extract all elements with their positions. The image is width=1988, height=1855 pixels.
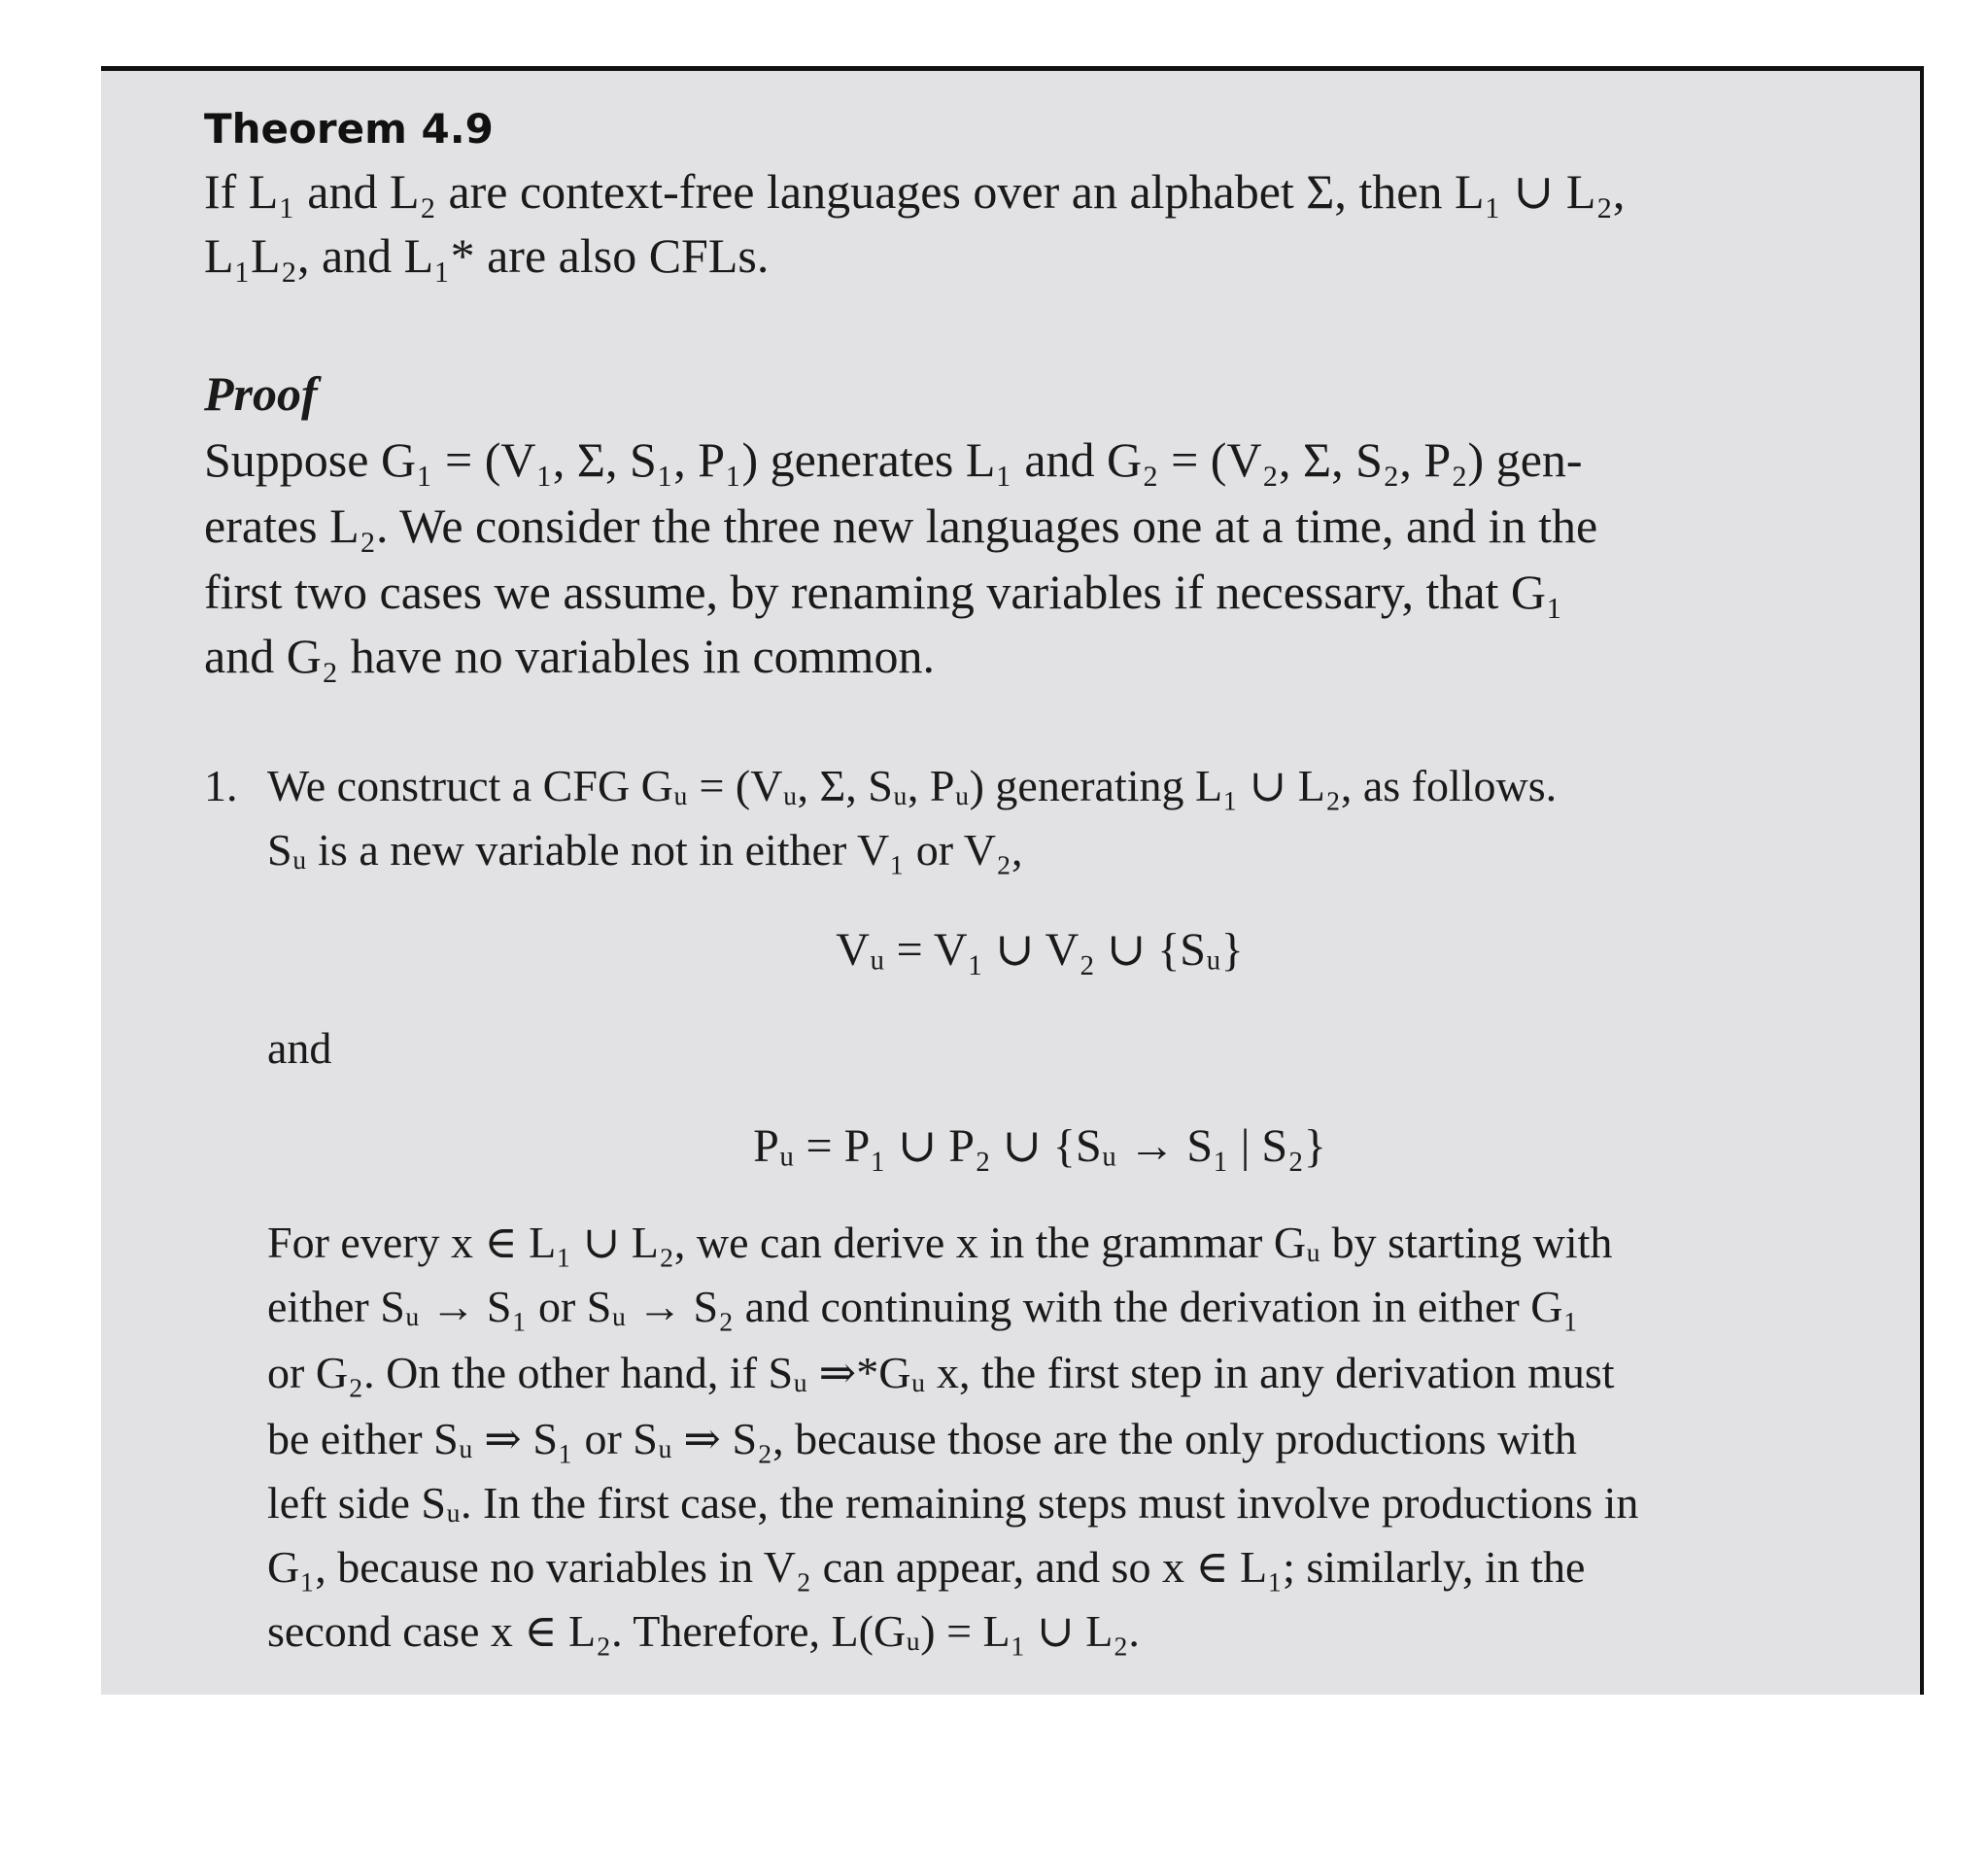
para-line-5: left side Sᵤ. In the first case, the remaining steps must involve productions in <box>267 1478 1639 1528</box>
proof-line-4: and G₂ have no variables in common. <box>204 629 935 683</box>
para-line-7: second case x ∈ L₂. Therefore, L(Gᵤ) = L₁ ∪ L₂. <box>267 1606 1140 1656</box>
para-line-3: or G₂. On the other hand, if Sᵤ ⇒*Gᵤ x, the first step in any derivation must <box>267 1348 1615 1397</box>
item-1-line-1: We construct a CFG Gᵤ = (Vᵤ, Σ, Sᵤ, Pᵤ) generating L₁ ∪ L₂, as follows. <box>267 761 1558 810</box>
equation-pu: Pᵤ = P₁ ∪ P₂ ∪ {Sᵤ → S₁ | S₂} <box>753 1120 1326 1172</box>
proof-line-2: erates L₂. We consider the three new languages one at a time, and in the <box>204 498 1598 553</box>
proof-line-3: first two cases we assume, by renaming variables if necessary, that G₁ <box>204 565 1563 619</box>
item-1-line-2: Sᵤ is a new variable not in either V₁ or V₂, <box>267 825 1023 875</box>
para-line-6: G₁, because no variables in V₂ can appear, and so x ∈ L₁; similarly, in the <box>267 1542 1586 1592</box>
para-line-4: be either Sᵤ ⇒ S₁ or Sᵤ ⇒ S₂, because those are the only productions with <box>267 1414 1577 1463</box>
connector-and: and <box>267 1023 332 1073</box>
proof-title: Proof <box>204 366 318 421</box>
equation-vu: Vᵤ = V₁ ∪ V₂ ∪ {Sᵤ} <box>836 924 1244 976</box>
proof-line-1: Suppose G₁ = (V₁, Σ, S₁, P₁) generates L₁ and G₂ = (V₂, Σ, S₂, P₂) gen- <box>204 432 1583 487</box>
para-line-1: For every x ∈ L₁ ∪ L₂, we can derive x in the grammar Gᵤ by starting with <box>267 1218 1613 1267</box>
theorem-title: Theorem 4.9 <box>204 105 494 153</box>
theorem-line-1: If L₁ and L₂ are context-free languages over an alphabet Σ, then L₁ ∪ L₂, <box>204 164 1626 219</box>
theorem-line-2: L₁L₂, and L₁* are also CFLs. <box>204 228 770 283</box>
item-1-number: 1. <box>204 761 238 810</box>
para-line-2: either Sᵤ → S₁ or Sᵤ → S₂ and continuing with the derivation in either G₁ <box>267 1282 1579 1331</box>
